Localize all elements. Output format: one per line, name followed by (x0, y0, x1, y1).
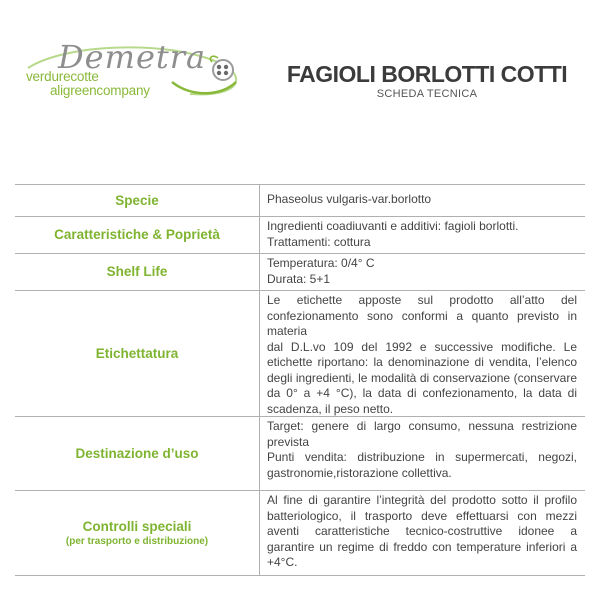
row-value-cell (260, 185, 585, 216)
row-value-line: Al fine di garantire l’integrità del prodotto sotto il profilo batteriologico, il trasporto deve effettuarsi con mezzi aventi caratteristiche tecnico-costruttive idonee a garantire un regime di freddo con temperature inferiori a +4°C. (267, 493, 577, 569)
row-value-cell (260, 291, 585, 416)
logo-tagline-1: verdurecotte (26, 69, 99, 84)
row-value-cell (260, 417, 585, 490)
row-label-cell (15, 185, 260, 216)
row-value-cell (260, 254, 585, 290)
table-row (15, 253, 585, 290)
row-label-cell (15, 291, 260, 416)
logo-tagline-2: aligreencompany (50, 83, 150, 98)
row-value-line: Punti vendita: distribuzione in supermercati, negozi, gastronomie,ristorazione collettiva. (267, 450, 577, 480)
row-label-cell (15, 491, 260, 575)
row-sublabel: (per trasporto e distribuzione) (65, 535, 209, 547)
spec-table (15, 184, 585, 576)
row-label: Controlli speciali (82, 518, 192, 534)
row-value-line: Target: genere di largo consumo, nessuna restrizione prevista (267, 419, 577, 449)
table-row (15, 290, 585, 416)
row-value-line: Durata: 5+1 (267, 271, 331, 286)
row-label: Specie (115, 192, 159, 208)
row-label: Caratteristiche & Poprietà (54, 227, 220, 242)
row-value-line: Phaseolus vulgaris-var.borlotto (267, 192, 432, 206)
row-value-line: Le etichette apposte sul prodotto all’atto del confezionamento sono conformi a quanto previsto in materia (267, 293, 577, 338)
row-value-line: dal D.L.vo 109 del 1992 e successive modifiche. Le etichette riportano: la denominazione di vendita, l’elenco degli ingredienti, le modalità di conservazione (conservare da 0° a +4 °C), la data di confezionamento, la data di scadenza, il peso netto. (267, 339, 577, 416)
row-value-line: Ingredienti coadiuvanti e additivi: fagioli borlotti. (267, 219, 519, 233)
table-row (15, 216, 585, 253)
row-value-cell (260, 217, 585, 253)
document-title: FAGIOLI BORLOTTI COTTI (286, 61, 568, 87)
row-value-line: Temperatura: 0/4° C (267, 256, 375, 270)
row-value-cell (260, 491, 585, 575)
document-subtitle: SCHEDA TECNICA (376, 88, 478, 100)
row-label-cell (15, 417, 260, 490)
row-label: Etichettatura (95, 345, 179, 361)
table-row (15, 416, 585, 490)
row-label: Destinazione d’uso (75, 445, 199, 461)
row-label: Shelf Life (106, 264, 168, 279)
company-logo (22, 38, 247, 106)
table-row (15, 184, 585, 216)
logo-wordmark: Demetra (58, 38, 207, 76)
table-row (15, 490, 585, 576)
row-value-line: Trattamenti: cottura (267, 234, 371, 249)
row-label-cell (15, 254, 260, 290)
row-label-cell (15, 217, 260, 253)
